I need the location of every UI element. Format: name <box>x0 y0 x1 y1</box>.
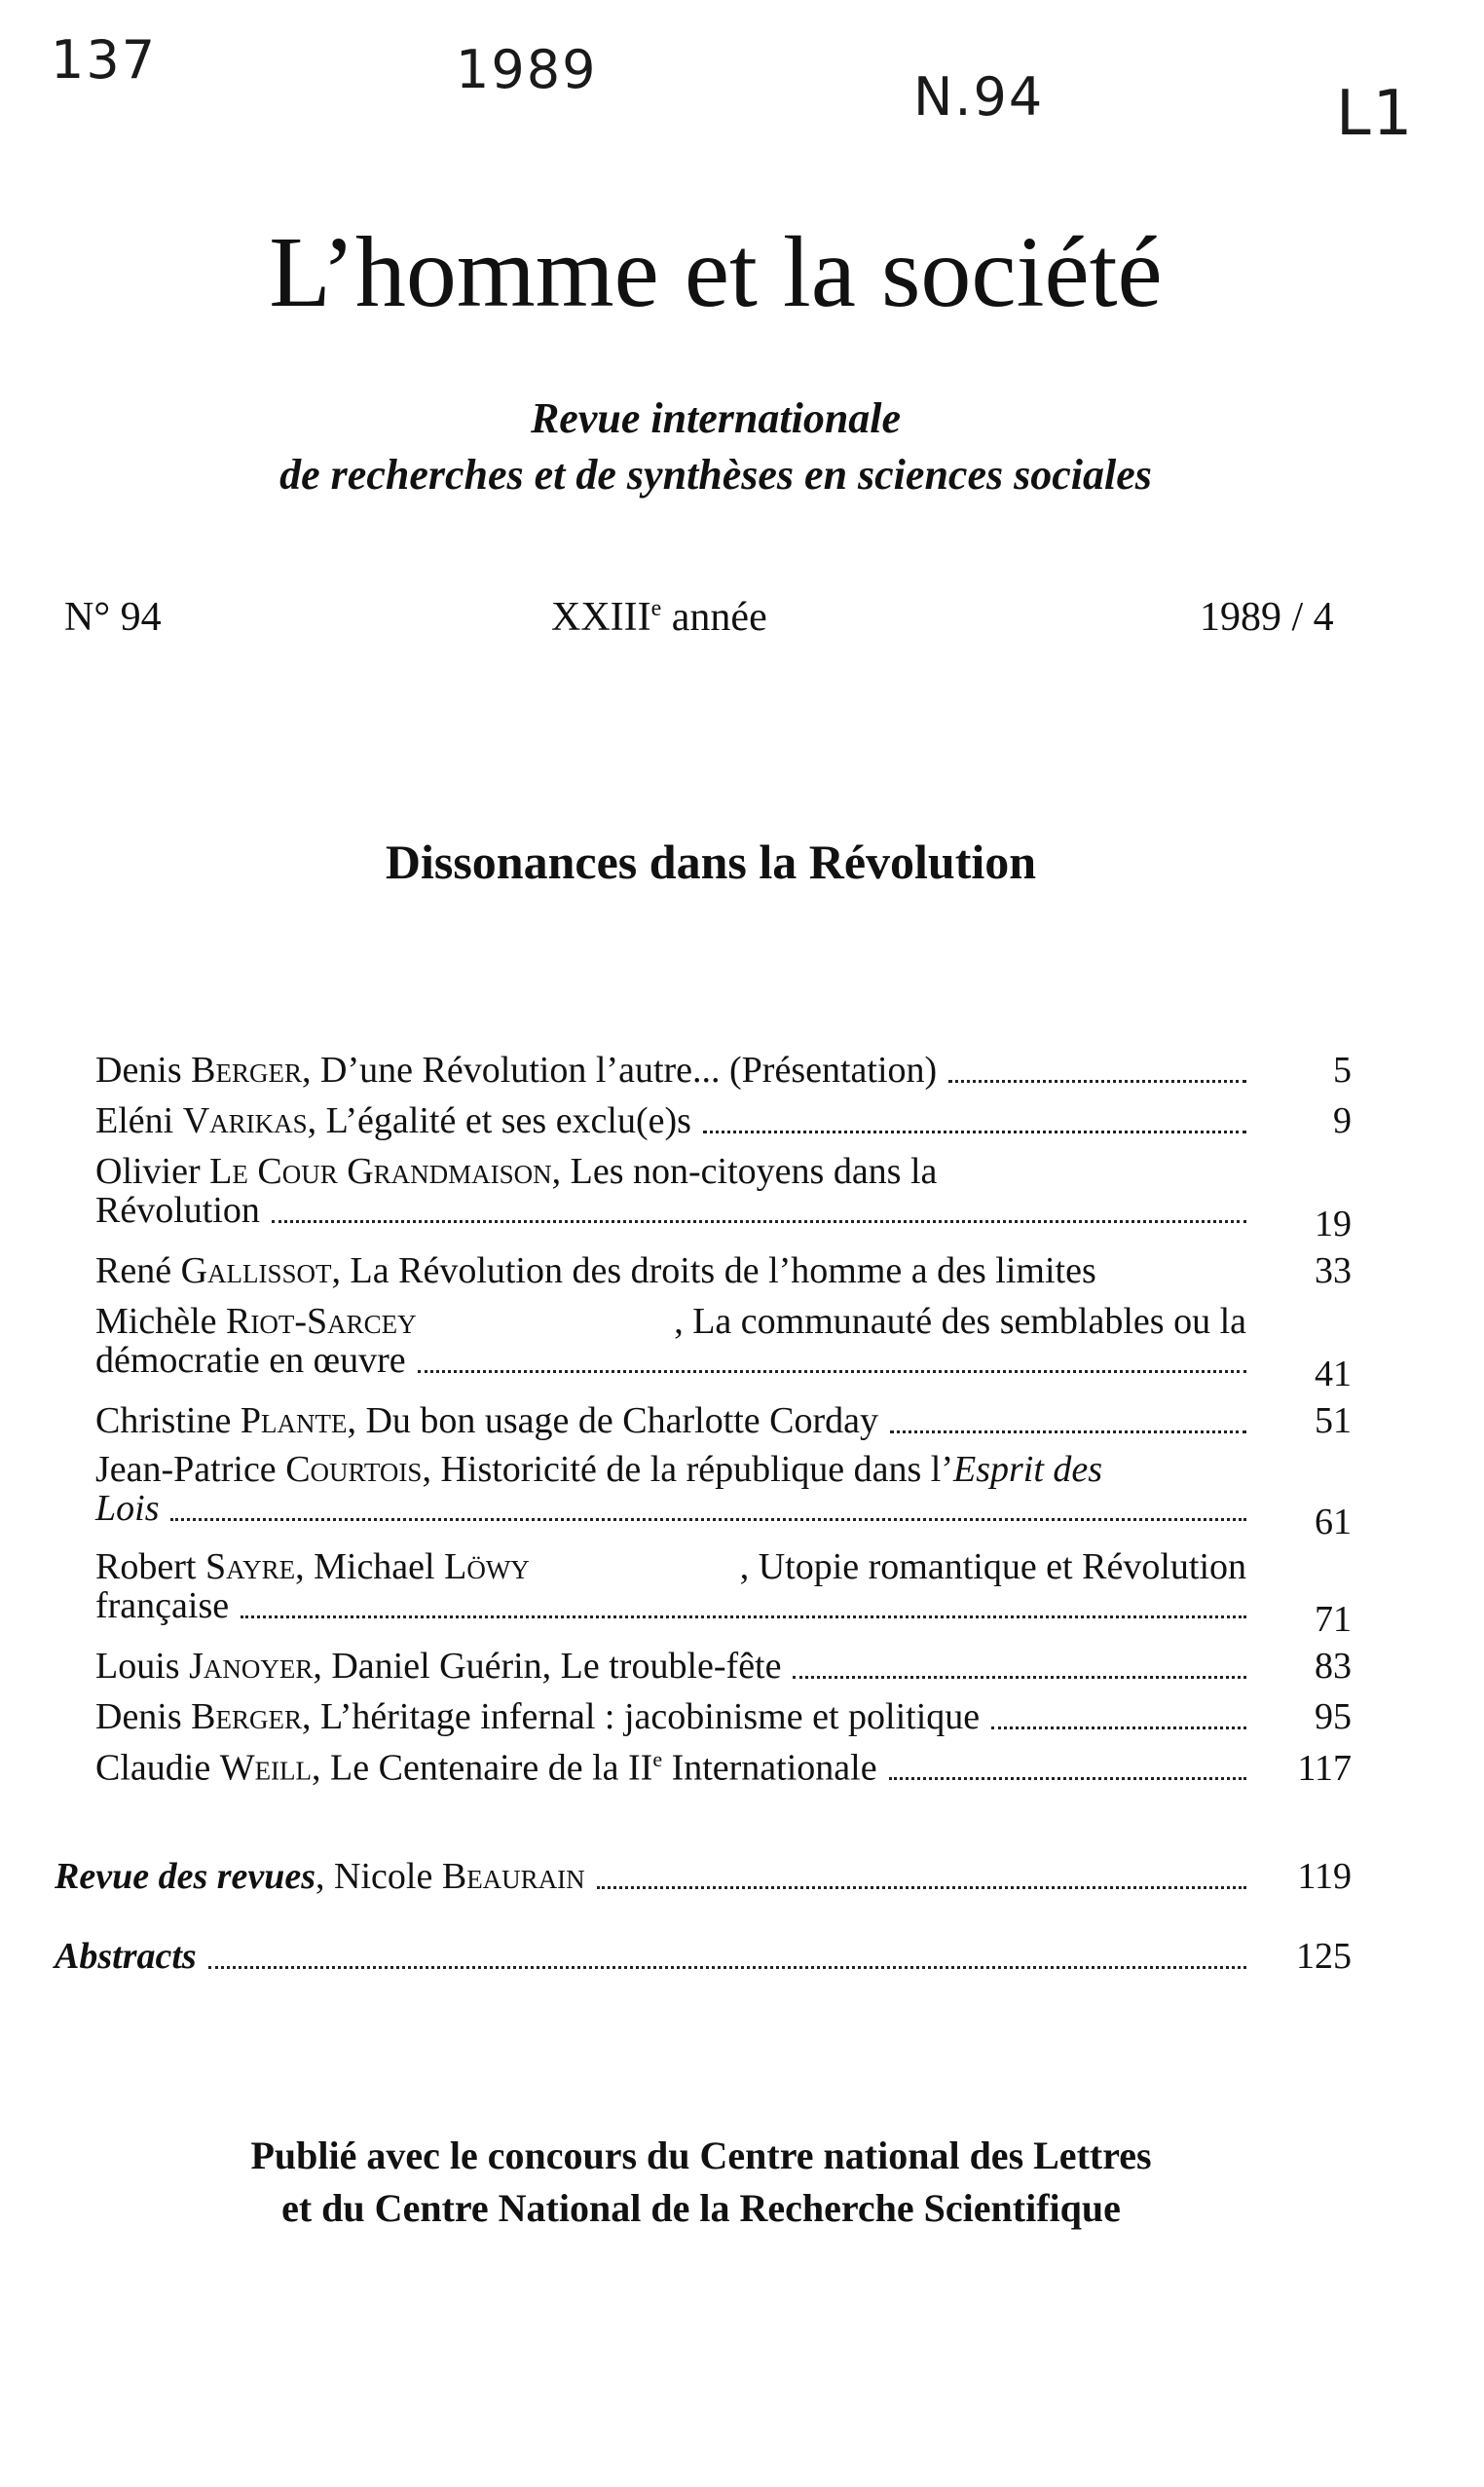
author-last: Varikas <box>182 1100 308 1141</box>
volume-roman: XXIII <box>551 595 651 640</box>
dot-leader <box>418 1369 1246 1373</box>
toc-entry[interactable] <box>95 1301 1352 1394</box>
author-last: Le Cour Grandmaison <box>209 1151 552 1192</box>
dot-leader <box>889 1776 1246 1780</box>
author-last: Beaurain <box>441 1856 585 1897</box>
article-title: , La Révolution des droits de l’homme a des limites <box>331 1250 1096 1291</box>
toc-entry[interactable] <box>95 1749 1352 1788</box>
article-title: , L’héritage infernal : jacobinisme et politique <box>302 1696 981 1737</box>
author-first: Eléni <box>95 1100 174 1141</box>
author-last: Riot-Sarcey <box>226 1301 417 1342</box>
dot-leader <box>793 1675 1246 1679</box>
dot-leader <box>948 1079 1246 1083</box>
dot-leader <box>208 1965 1246 1969</box>
article-title: , D’une Révolution l’autre... (Présentation) <box>302 1050 938 1091</box>
article-title-sup: e <box>652 1747 663 1771</box>
page-number: 33 <box>1315 1250 1352 1291</box>
dot-leader <box>890 1429 1246 1433</box>
issue-theme: Dissonances dans la Révolution <box>385 835 1037 889</box>
author-first: Denis <box>95 1050 182 1091</box>
dot-leader <box>991 1726 1246 1729</box>
toc-entry[interactable] <box>95 1252 1352 1291</box>
dot-leader <box>170 1517 1246 1521</box>
author-last: Plante <box>240 1400 348 1441</box>
author-first: Olivier <box>95 1151 201 1192</box>
article-title: , Les non-citoyens dans la <box>551 1151 938 1192</box>
section-label: Abstracts <box>55 1936 197 1977</box>
toc-entry[interactable] <box>95 1402 1352 1441</box>
journal-subtitle-line1: Revue internationale <box>530 394 902 442</box>
page-number: 61 <box>1315 1502 1352 1542</box>
toc-entry-revue-des-revues[interactable] <box>55 1858 1352 1897</box>
article-title-cont: Lois <box>95 1488 160 1529</box>
page-number: 71 <box>1315 1599 1352 1640</box>
handwritten-ref-number: 137 <box>51 29 158 91</box>
issue-number: N° 94 <box>64 595 162 640</box>
article-title: , Du bon usage de Charlotte Corday <box>347 1400 879 1441</box>
toc-entry[interactable] <box>95 1546 1352 1640</box>
toc-entry-abstracts[interactable] <box>55 1938 1352 1977</box>
author-first: Jean-Patrice <box>95 1449 277 1490</box>
article-title-italic: Esprit des <box>953 1449 1103 1490</box>
article-title: , La communauté des semblables ou la <box>674 1301 1246 1342</box>
author-last: Berger <box>191 1696 303 1737</box>
volume-suffix: année <box>661 595 767 640</box>
article-title: , Utopie romantique et Révolution <box>739 1546 1246 1587</box>
dot-leader <box>703 1130 1246 1133</box>
author-first: Louis <box>95 1646 180 1687</box>
toc-entry[interactable] <box>95 1102 1352 1141</box>
author-last: Weill <box>219 1747 313 1789</box>
toc-entry[interactable] <box>95 1449 1352 1542</box>
page-number: 9 <box>1333 1100 1352 1141</box>
article-title-end: Internationale <box>662 1747 877 1789</box>
page-number: 41 <box>1315 1354 1352 1394</box>
page-number: 83 <box>1315 1646 1352 1687</box>
page-number: 95 <box>1315 1696 1352 1737</box>
author-mid: , Michael <box>295 1546 435 1587</box>
article-title: , Daniel Guérin, Le trouble-fête <box>313 1646 782 1687</box>
footer-line1: Publié avec le concours du Centre national des Lettres <box>250 2134 1152 2177</box>
author-last-2: Löwy <box>444 1546 530 1587</box>
toc-entry[interactable] <box>95 1052 1352 1091</box>
page-number: 19 <box>1315 1204 1352 1244</box>
author-last: Sayre <box>204 1546 296 1587</box>
author-last: Janoyer <box>189 1646 314 1687</box>
page-number: 125 <box>1296 1936 1352 1977</box>
article-title-cont: démocratie en œuvre <box>95 1340 406 1381</box>
article-title: , L’égalité et ses exclu(e)s <box>307 1100 691 1141</box>
author-first: , Nicole <box>315 1856 433 1897</box>
toc-entry[interactable] <box>95 1151 1352 1244</box>
article-title-cont: française <box>95 1585 230 1626</box>
author-first: Michèle <box>95 1301 217 1342</box>
article-title: , Le Centenaire de la II <box>312 1747 653 1789</box>
toc-entry[interactable] <box>95 1698 1352 1737</box>
toc-entry[interactable] <box>95 1648 1352 1687</box>
handwritten-shelf-mark: L1 <box>1336 78 1415 150</box>
author-last: Gallissot <box>180 1250 332 1291</box>
journal-subtitle-line2: de recherches et de synthèses en sciences sociales <box>279 451 1152 499</box>
author-first: Claudie <box>95 1747 211 1789</box>
article-title-cont: Révolution <box>95 1190 260 1231</box>
article-title: , Historicité de la république dans l’ <box>422 1449 954 1490</box>
dot-leader <box>597 1885 1246 1889</box>
author-first: René <box>95 1250 172 1291</box>
handwritten-issue-mark: N.94 <box>913 66 1045 128</box>
issue-date: 1989 / 4 <box>1200 595 1334 640</box>
dot-leader <box>241 1615 1246 1618</box>
page-number: 117 <box>1297 1747 1352 1789</box>
page-number: 5 <box>1333 1050 1352 1091</box>
volume-sup: e <box>650 596 662 621</box>
footer-line2: et du Centre National de la Recherche Scientifique <box>281 2186 1121 2230</box>
dot-leader <box>272 1219 1246 1223</box>
author-first: Christine <box>95 1400 232 1441</box>
author-first: Robert <box>95 1546 197 1587</box>
author-first: Denis <box>95 1696 182 1737</box>
page-number: 119 <box>1297 1856 1352 1897</box>
section-label: Revue des revues <box>55 1856 316 1897</box>
journal-title: L’homme et la société <box>269 216 1163 328</box>
author-last: Courtois <box>285 1449 423 1490</box>
volume-year <box>551 594 767 641</box>
handwritten-year: 1989 <box>456 39 598 100</box>
page-number: 51 <box>1315 1400 1352 1441</box>
author-last: Berger <box>191 1050 303 1091</box>
